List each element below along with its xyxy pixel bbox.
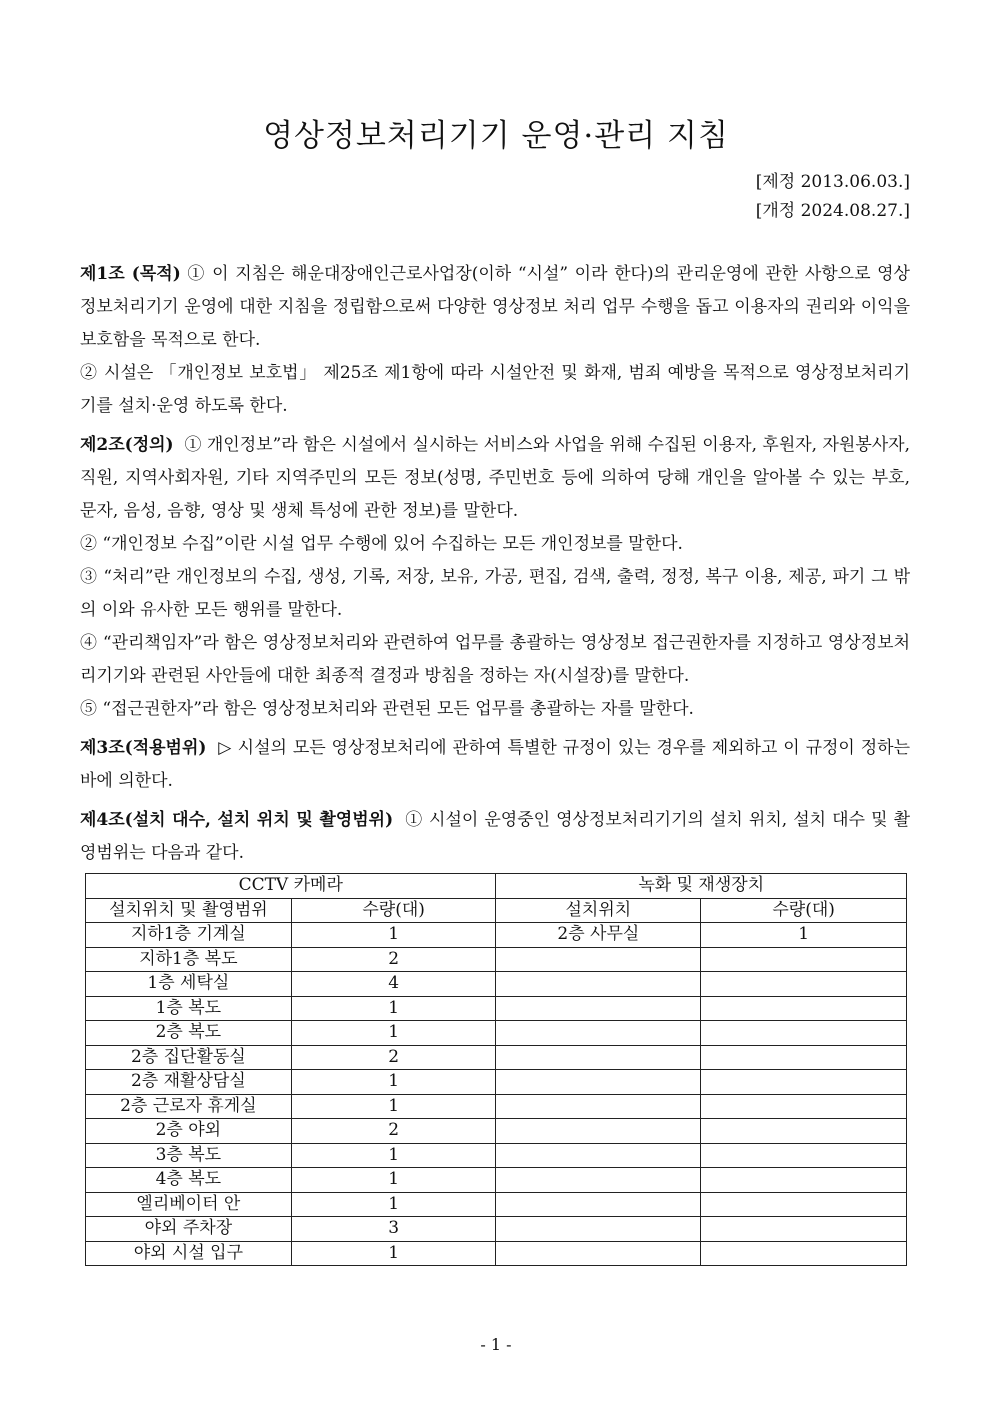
article-3-paragraph-1 — [80, 732, 910, 798]
cctv-location-cell: 야외 주차장 — [86, 1217, 292, 1242]
cctv-quantity-cell: 1 — [291, 1192, 496, 1217]
recorder-quantity-cell — [701, 1021, 907, 1046]
cctv-quantity-cell: 1 — [291, 923, 496, 948]
column-header-recorder-location: 설치위치 — [496, 898, 701, 923]
table-row — [86, 1070, 907, 1095]
cctv-quantity-cell: 1 — [291, 1241, 496, 1266]
cctv-location-cell: 2층 야외 — [86, 1119, 292, 1144]
recorder-location-cell — [496, 1119, 701, 1144]
cctv-location-cell: 지하1층 복도 — [86, 947, 292, 972]
recorder-location-cell — [496, 1070, 701, 1095]
recorder-quantity-cell — [701, 1217, 907, 1242]
cctv-quantity-cell: 2 — [291, 1119, 496, 1144]
recorder-quantity-cell — [701, 1045, 907, 1070]
recorder-quantity-cell — [701, 1168, 907, 1193]
recorder-quantity-cell — [701, 947, 907, 972]
table-row — [86, 1217, 907, 1242]
document-title: 영상정보처리기기 운영·관리 지침 — [263, 118, 729, 154]
recorder-location-cell — [496, 1241, 701, 1266]
recorder-location-cell: 2층 사무실 — [496, 923, 701, 948]
article-2-paragraph-2: ② “개인정보 수집”이란 시설 업무 수행에 있어 수집하는 모든 개인정보를 말한다. — [80, 534, 683, 554]
table-row — [86, 1168, 907, 1193]
article-1-paragraph-2: ② 시설은 「개인정보 보호법」 제25조 제1항에 따라 시설안전 및 화재, 범죄 예방을 목적으로 영상정보처리기기를 설치·운영 하도록 한다. — [80, 363, 910, 416]
cctv-quantity-cell: 1 — [291, 1168, 496, 1193]
cctv-location-cell: 2층 재활상담실 — [86, 1070, 292, 1095]
table-row — [86, 1094, 907, 1119]
article-3-text-1: ▷ 시설의 모든 영상정보처리에 관하여 특별한 규정이 있는 경우를 제외하고 이 규정이 정하는 바에 의한다. — [80, 738, 910, 791]
table-row — [86, 972, 907, 997]
cctv-quantity-cell: 1 — [291, 996, 496, 1021]
table-row — [86, 1143, 907, 1168]
cctv-quantity-cell: 1 — [291, 1094, 496, 1119]
cctv-location-cell: 1층 복도 — [86, 996, 292, 1021]
enacted-date: [제정 2013.06.03.] — [755, 172, 910, 192]
article-2-text-1: ① 개인정보”라 함은 시설에서 실시하는 서비스와 사업을 위해 수집된 이용자, 후원자, 자원봉사자, 직원, 지역사회자원, 기타 지역주민의 모든 정보(성명, 주민번호 등에 의하여 당해 개인을 알아볼 수 있는 부호, 문자, 음성, 음향, 영상 및 생체 특성에 관한 정보)를 말한다. — [80, 435, 910, 521]
cctv-location-cell: 3층 복도 — [86, 1143, 292, 1168]
recorder-location-cell — [496, 1217, 701, 1242]
column-header-cctv-quantity: 수량(대) — [291, 898, 496, 923]
article-1-paragraph-1 — [80, 258, 910, 357]
cctv-location-cell: 2층 복도 — [86, 1021, 292, 1046]
cctv-quantity-cell: 1 — [291, 1070, 496, 1095]
cctv-location-cell: 1층 세탁실 — [86, 972, 292, 997]
recorder-quantity-cell — [701, 1094, 907, 1119]
article-2-paragraph-1 — [80, 429, 910, 528]
table-row — [86, 947, 907, 972]
cctv-location-cell: 엘리베이터 안 — [86, 1192, 292, 1217]
cctv-location-cell: 야외 시설 입구 — [86, 1241, 292, 1266]
article-4-paragraph-1 — [80, 804, 910, 870]
cctv-location-cell: 4층 복도 — [86, 1168, 292, 1193]
cctv-quantity-cell: 2 — [291, 947, 496, 972]
page-number: - 1 - — [480, 1335, 512, 1354]
cctv-quantity-cell: 1 — [291, 1021, 496, 1046]
group-header-recorder: 녹화 및 재생장치 — [496, 874, 907, 899]
recorder-quantity-cell — [701, 972, 907, 997]
revision-dates — [756, 168, 910, 226]
article-3-heading: 제3조(적용범위) — [80, 738, 207, 758]
cctv-quantity-cell: 2 — [291, 1045, 496, 1070]
article-2-paragraph-5: ⑤ “접근권한자”라 함은 영상정보처리와 관련된 모든 업무를 총괄하는 자를 말한다. — [80, 699, 694, 719]
cctv-quantity-cell: 3 — [291, 1217, 496, 1242]
cctv-location-cell: 2층 집단활동실 — [86, 1045, 292, 1070]
article-4-text-1: ① 시설이 운영중인 영상정보처리기기의 설치 위치, 설치 대수 및 촬영범위는 다음과 같다. — [80, 810, 911, 863]
recorder-quantity-cell — [701, 1143, 907, 1168]
article-2-paragraph-4: ④ “관리책임자”라 함은 영상정보처리와 관련하여 업무를 총괄하는 영상정보 접근권한자를 지정하고 영상정보처리기기와 관련된 사안들에 대한 최종적 결정과 방침을 정하는 자(시설장)를 말한다. — [80, 633, 910, 686]
table-row — [86, 996, 907, 1021]
recorder-location-cell — [496, 1143, 701, 1168]
table-row — [86, 1021, 907, 1046]
table-column-header-row — [86, 898, 907, 923]
table-row — [86, 1192, 907, 1217]
table-group-header-row — [86, 874, 907, 899]
cctv-installation-table — [85, 873, 907, 1266]
column-header-recorder-quantity: 수량(대) — [701, 898, 907, 923]
recorder-location-cell — [496, 1168, 701, 1193]
recorder-quantity-cell — [701, 1119, 907, 1144]
recorder-location-cell — [496, 1045, 701, 1070]
article-2-paragraph-3: ③ “처리”란 개인정보의 수집, 생성, 기록, 저장, 보유, 가공, 편집, 검색, 출력, 정정, 복구 이용, 제공, 파기 그 밖의 이와 유사한 모든 행위를 말한다. — [80, 567, 910, 620]
recorder-quantity-cell: 1 — [701, 923, 907, 948]
document-body — [80, 258, 910, 870]
column-header-cctv-location: 설치위치 및 촬영범위 — [86, 898, 292, 923]
article-4-heading: 제4조(설치 대수, 설치 위치 및 촬영범위) — [80, 810, 394, 830]
recorder-location-cell — [496, 972, 701, 997]
article-1-heading: 제1조 (목적) — [80, 264, 181, 284]
cctv-quantity-cell: 1 — [291, 1143, 496, 1168]
cctv-location-cell: 2층 근로자 휴게실 — [86, 1094, 292, 1119]
recorder-location-cell — [496, 996, 701, 1021]
recorder-quantity-cell — [701, 1192, 907, 1217]
recorder-location-cell — [496, 1192, 701, 1217]
table-row — [86, 1045, 907, 1070]
table-row — [86, 1241, 907, 1266]
cctv-location-cell: 지하1층 기계실 — [86, 923, 292, 948]
recorder-location-cell — [496, 947, 701, 972]
article-2-heading: 제2조(정의) — [80, 435, 174, 455]
group-header-cctv: CCTV 카메라 — [86, 874, 496, 899]
recorder-location-cell — [496, 1021, 701, 1046]
table-row — [86, 1119, 907, 1144]
article-1-text-1: ① 이 지침은 해운대장애인근로사업장(이하 “시설” 이라 한다)의 관리운영에 관한 사항으로 영상정보처리기기 운영에 대한 지침을 정립함으로써 다양한 영상정보 처리 업무 수행을 돕고 이용자의 권리와 이익을 보호함을 목적으로 한다. — [80, 264, 910, 350]
recorder-location-cell — [496, 1094, 701, 1119]
recorder-quantity-cell — [701, 996, 907, 1021]
revised-date: [개정 2024.08.27.] — [755, 201, 910, 221]
table-row — [86, 923, 907, 948]
cctv-quantity-cell: 4 — [291, 972, 496, 997]
recorder-quantity-cell — [701, 1070, 907, 1095]
table-body — [86, 923, 907, 1266]
recorder-quantity-cell — [701, 1241, 907, 1266]
